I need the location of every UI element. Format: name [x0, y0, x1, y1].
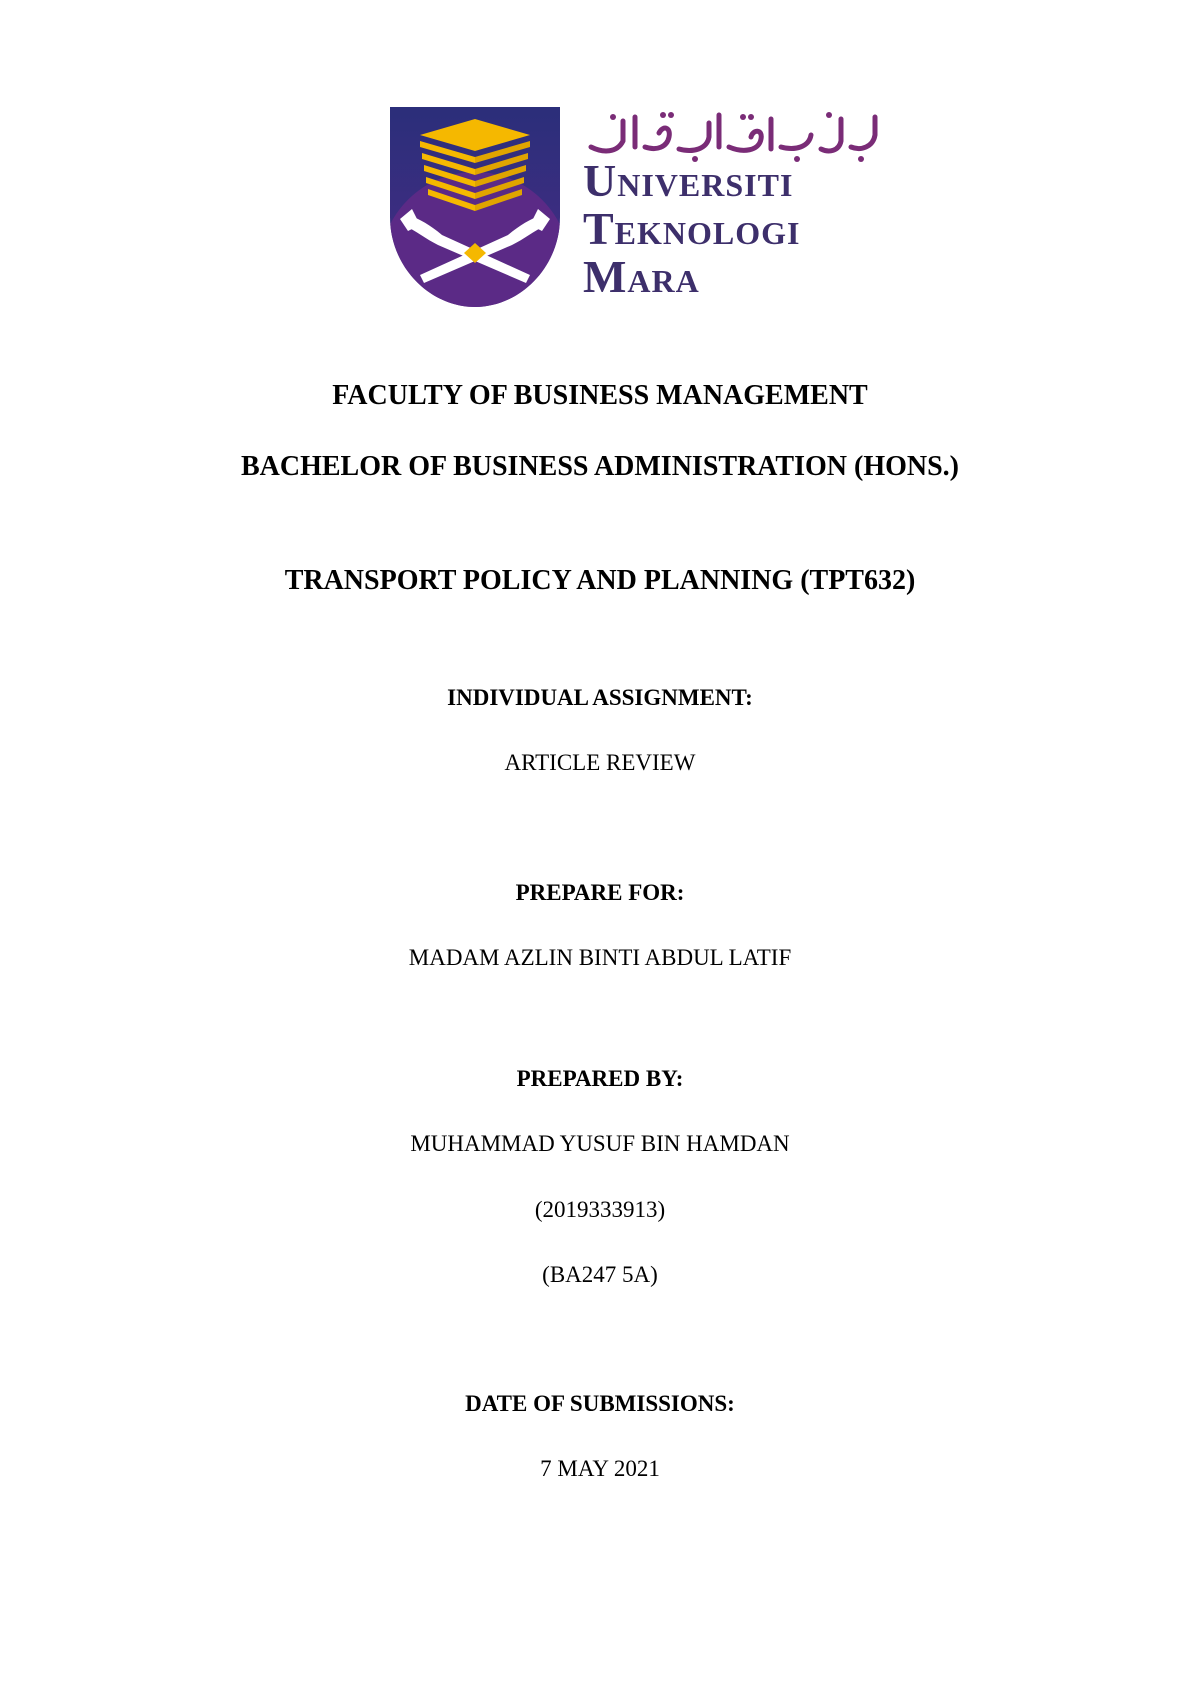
student-name: MUHAMMAD YUSUF BIN HAMDAN	[410, 1131, 790, 1156]
programme-heading: BACHELOR OF BUSINESS ADMINISTRATION (HONS.)	[240, 451, 960, 482]
university-name	[583, 157, 801, 301]
lecturer-name: MADAM AZLIN BINTI ABDUL LATIF	[408, 945, 792, 970]
submission-date: 7 MAY 2021	[540, 1456, 660, 1481]
university-name-line-3: Mara	[583, 251, 700, 302]
student-id: (2019333913)	[534, 1197, 666, 1222]
university-wordmark	[583, 107, 883, 307]
university-name-line-1: Universiti	[583, 155, 794, 206]
assignment-label: INDIVIDUAL ASSIGNMENT:	[447, 685, 753, 710]
university-logo	[390, 107, 890, 307]
prepared-by-label: PREPARED BY:	[516, 1066, 684, 1091]
student-group: (BA247 5A)	[542, 1262, 658, 1287]
university-name-line-2: Teknologi	[583, 203, 801, 254]
submission-date-label: DATE OF SUBMISSIONS:	[465, 1391, 735, 1416]
faculty-heading: FACULTY OF BUSINESS MANAGEMENT	[332, 380, 868, 411]
course-heading: TRANSPORT POLICY AND PLANNING (TPT632)	[284, 565, 916, 596]
prepare-for-label: PREPARE FOR:	[515, 880, 685, 905]
uitm-crest-icon	[390, 107, 560, 307]
assignment-title: ARTICLE REVIEW	[504, 750, 696, 775]
